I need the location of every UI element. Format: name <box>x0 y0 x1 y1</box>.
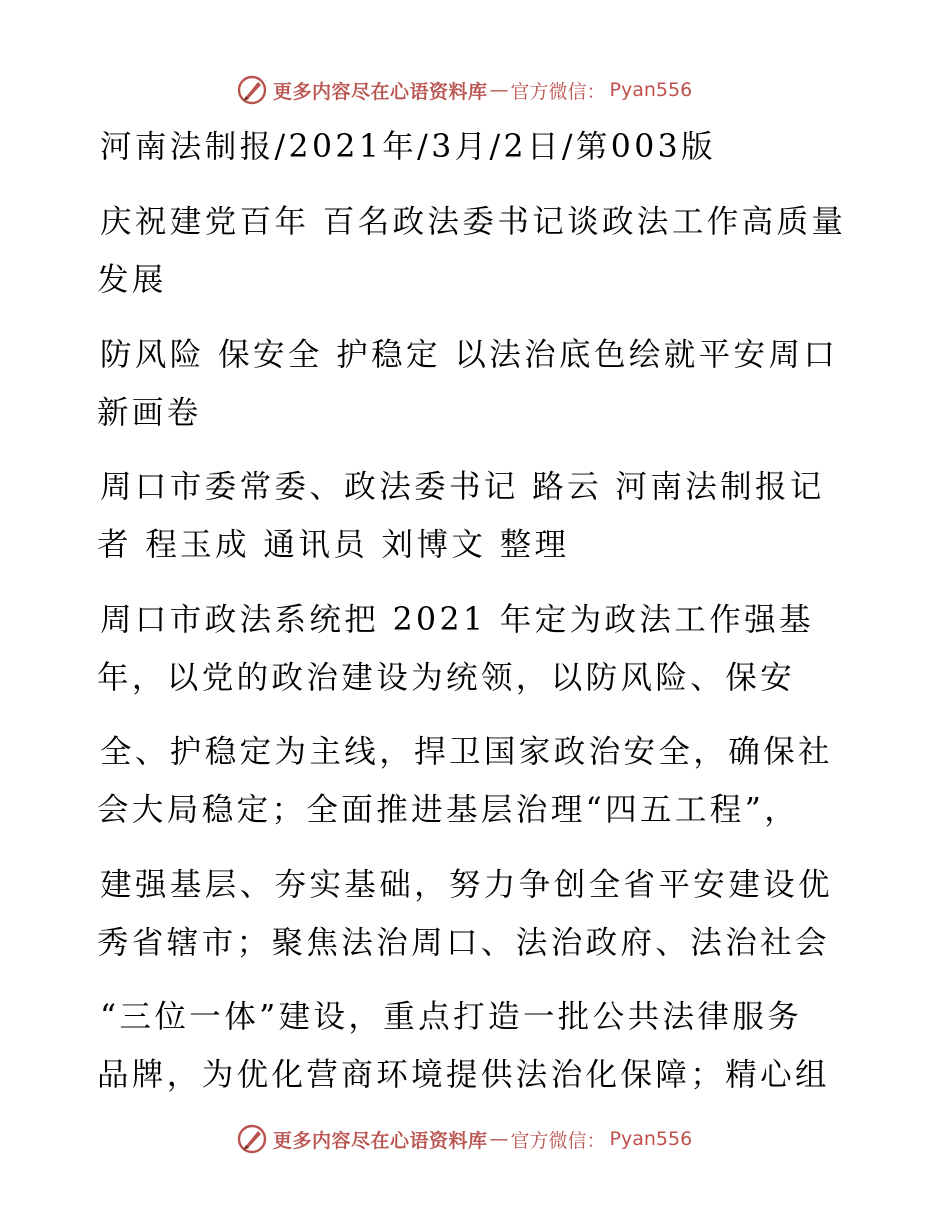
article-byline-line-2: 者 程玉成 通讯员 刘博文 整理 <box>97 527 570 563</box>
watermark-separator: — <box>489 79 509 101</box>
quill-pen-circle-icon <box>236 1123 268 1155</box>
article-source-line: 河南法制报/2021年/3月/2日/第003版 <box>100 129 717 165</box>
quill-pen-circle-icon <box>236 74 268 106</box>
article-heading-line-1: 庆祝建党百年 百名政法委书记谈政法工作高质量 <box>100 204 847 240</box>
article-body-line-1: 周口市政法系统把 2021 年定为政法工作强基 <box>100 602 814 638</box>
article-body-line-6: 秀省辖市；聚焦法治周口、法治政府、法治社会 <box>97 925 830 961</box>
watermark-header <box>236 72 692 108</box>
article-body-line-2: 年，以党的政治建设为统领，以防风险、保安 <box>97 660 796 696</box>
watermark-wechat-id: Pyan556 <box>609 79 693 101</box>
article-title-line-2: 新画卷 <box>97 395 202 431</box>
watermark-separator: — <box>489 1128 509 1150</box>
article-body-line-4: 会大局稳定；全面推进基层治理“四五工程”， <box>97 792 800 828</box>
article-body-line-5: 建强基层、夯实基础，努力争创全省平安建设优 <box>100 867 833 903</box>
watermark-text: 更多内容尽在心语资料库 <box>273 80 488 103</box>
article-body-line-3: 全、护稳定为主线，捍卫国家政治安全，确保社 <box>100 734 833 770</box>
watermark-wechat-label: 官方微信： <box>510 1129 606 1152</box>
watermark-wechat-label: 官方微信： <box>510 80 606 103</box>
article-body-line-8: 品牌，为优化营商环境提供法治化保障；精心组 <box>97 1057 830 1093</box>
article-body-line-7: “三位一体”建设，重点打造一批公共法律服务 <box>100 999 803 1035</box>
article-byline-line-1: 周口市委常委、政法委书记 路云 河南法制报记 <box>100 469 825 505</box>
watermark-wechat-id: Pyan556 <box>609 1128 693 1150</box>
watermark-footer <box>236 1121 692 1157</box>
article-heading-line-2: 发展 <box>97 262 167 298</box>
article-title-line-1: 防风险 保安全 护稳定 以法治底色绘就平安周口 <box>100 337 839 373</box>
watermark-text: 更多内容尽在心语资料库 <box>273 1129 488 1152</box>
